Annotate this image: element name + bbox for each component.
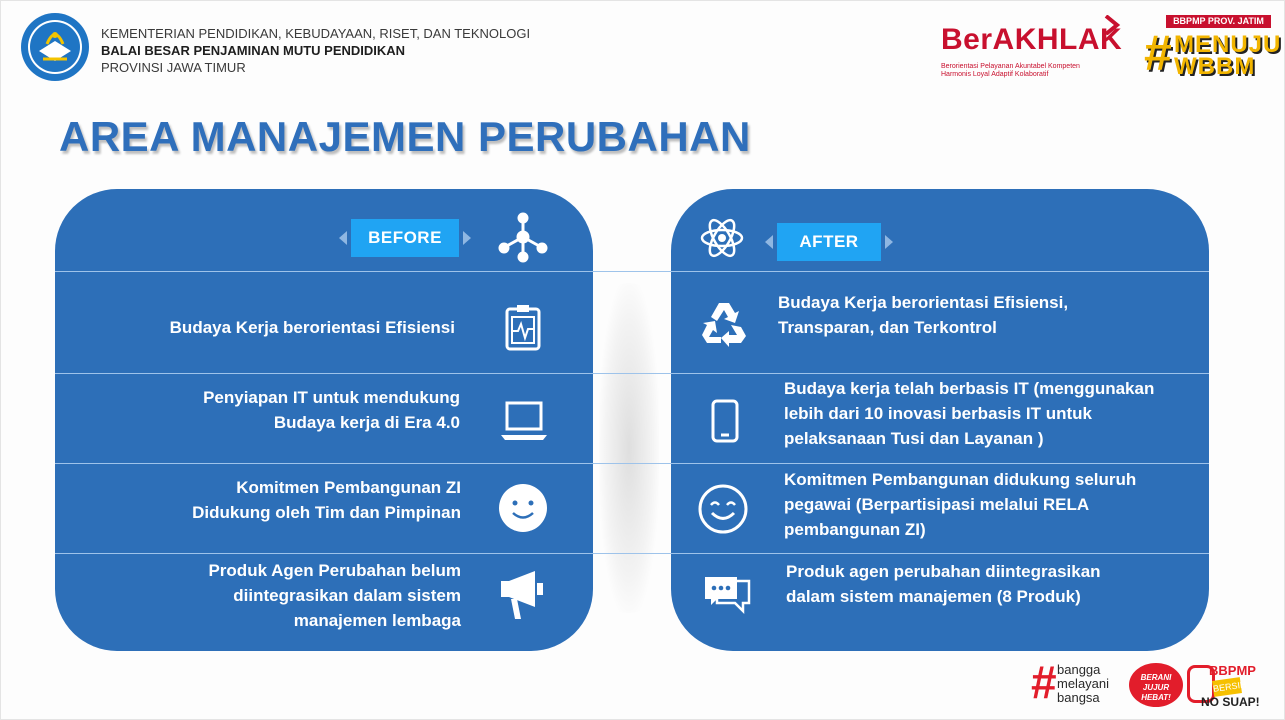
before-panel bbox=[55, 189, 593, 651]
row-divider bbox=[671, 271, 1209, 272]
after-row-1-line-2: Transparan, dan Terkontrol bbox=[778, 318, 997, 337]
after-panel bbox=[671, 189, 1209, 651]
berani-jujur-hebat-badge bbox=[1129, 663, 1183, 707]
smiley-face-icon bbox=[698, 484, 748, 534]
after-row-1-text bbox=[778, 290, 1198, 340]
after-row-4-line-2: dalam sistem manajemen (8 Produk) bbox=[786, 587, 1081, 606]
after-row-3-text bbox=[784, 467, 1204, 542]
before-row-2-line-1: Penyiapan IT untuk mendukung bbox=[203, 388, 460, 407]
row-divider bbox=[55, 553, 593, 554]
ministry-line-3: PROVINSI JAWA TIMUR bbox=[101, 60, 246, 75]
row-divider bbox=[671, 373, 1209, 374]
wbbm-line-2: WBBM bbox=[1174, 53, 1256, 80]
berakhlak-wordmark: BerAKHLAK bbox=[941, 23, 1123, 56]
wbbm-band: BBPMP PROV. JATIM bbox=[1166, 15, 1271, 28]
ministry-line-1: KEMENTERIAN PENDIDIKAN, KEBUDAYAAN, RISET, DAN TEKNOLOGI bbox=[101, 26, 531, 41]
row-divider bbox=[55, 271, 593, 272]
before-row-4-line-3: manajemen lembaga bbox=[293, 611, 461, 630]
no-suap-text: NO SUAP! bbox=[1201, 695, 1260, 709]
megaphone-icon bbox=[497, 569, 551, 621]
smartphone-icon bbox=[711, 399, 739, 443]
row-divider bbox=[55, 373, 593, 374]
bangga-line-1: bangga bbox=[1057, 662, 1101, 677]
berani-line-1: BERANI bbox=[1140, 673, 1172, 682]
page-title: AREA MANAJEMEN PERUBAHAN bbox=[59, 113, 751, 160]
before-row-2-line-2: Budaya kerja di Era 4.0 bbox=[273, 413, 460, 432]
atom-icon bbox=[699, 215, 745, 261]
chat-bubbles-icon bbox=[703, 575, 751, 615]
after-row-4-text bbox=[786, 559, 1206, 609]
before-row-3-text bbox=[75, 475, 461, 525]
berani-line-3: HEBAT! bbox=[1141, 693, 1171, 702]
menuju-wbbm-logo bbox=[1144, 15, 1282, 81]
connector-line bbox=[593, 463, 671, 464]
wbbm-hash: # bbox=[1144, 25, 1172, 81]
before-row-4-text bbox=[75, 558, 461, 633]
wbbm-line-1: MENUJU bbox=[1174, 31, 1282, 58]
no-suap-bbpmp: BBPMP bbox=[1209, 663, 1256, 678]
bangga-hash: # bbox=[1031, 656, 1057, 708]
before-row-1-text bbox=[75, 315, 455, 340]
network-nodes-icon bbox=[497, 211, 549, 263]
after-row-4-line-1: Produk agen perubahan diintegrasikan bbox=[786, 562, 1101, 581]
ministry-line-2: BALAI BESAR PENJAMINAN MUTU PENDIDIKAN bbox=[101, 43, 406, 58]
after-label: AFTER bbox=[777, 223, 881, 261]
row-divider bbox=[55, 463, 593, 464]
connector-line bbox=[593, 271, 671, 272]
before-row-4-line-2: diintegrasikan dalam sistem bbox=[233, 586, 461, 605]
no-suap-badge bbox=[1187, 661, 1277, 711]
before-row-2-text bbox=[75, 385, 460, 435]
no-suap-bersih: BERSIH bbox=[1212, 677, 1242, 697]
after-row-1-line-1: Budaya Kerja berorientasi Efisiensi, bbox=[778, 293, 1069, 312]
after-row-3-line-2: pegawai (Berpartisipasi melalui RELA bbox=[784, 495, 1090, 514]
berakhlak-tagline-1: Berorientasi Pelayanan Akuntabel Kompeten bbox=[941, 63, 1080, 70]
berakhlak-tagline-2: Harmonis Loyal Adaptif Kolaboratif bbox=[941, 71, 1049, 78]
tut-wuri-handayani-logo bbox=[19, 11, 91, 83]
before-row-3-line-2: Didukung oleh Tim dan Pimpinan bbox=[192, 503, 461, 522]
ministry-header bbox=[101, 25, 530, 76]
after-row-3-line-1: Komitmen Pembangunan didukung seluruh bbox=[784, 470, 1137, 489]
before-row-3-line-1: Komitmen Pembangunan ZI bbox=[236, 478, 461, 497]
recycle-icon bbox=[699, 299, 749, 347]
berakhlak-logo bbox=[941, 15, 1126, 77]
smiley-face-icon bbox=[498, 483, 548, 533]
after-row-2-line-1: Budaya kerja telah berbasis IT (menggunakan bbox=[784, 379, 1155, 398]
connector-line bbox=[593, 373, 671, 374]
berani-line-2: JUJUR bbox=[1142, 683, 1170, 692]
connector-line bbox=[593, 553, 671, 554]
laptop-icon bbox=[499, 399, 549, 443]
row-divider bbox=[671, 553, 1209, 554]
panel-separator-shadow bbox=[599, 283, 659, 613]
before-row-4-line-1: Produk Agen Perubahan belum bbox=[208, 561, 461, 580]
bangga-line-3: bangsa bbox=[1057, 690, 1100, 705]
heart-monitor-icon bbox=[503, 303, 543, 351]
berakhlak-tagline bbox=[941, 63, 1131, 79]
bangga-line-2: melayani bbox=[1057, 676, 1110, 691]
after-row-2-line-3: pelaksanaan Tusi dan Layanan ) bbox=[784, 429, 1044, 448]
before-row-1-line-1: Budaya Kerja berorientasi Efisiensi bbox=[169, 318, 455, 337]
row-divider bbox=[671, 463, 1209, 464]
after-row-2-line-2: lebih dari 10 inovasi berbasis IT untuk bbox=[784, 404, 1092, 423]
after-row-2-text bbox=[784, 376, 1204, 451]
after-row-3-line-3: pembangunan ZI) bbox=[784, 520, 926, 539]
bangga-melayani-bangsa-logo bbox=[1031, 656, 1127, 708]
before-label: BEFORE bbox=[351, 219, 459, 257]
